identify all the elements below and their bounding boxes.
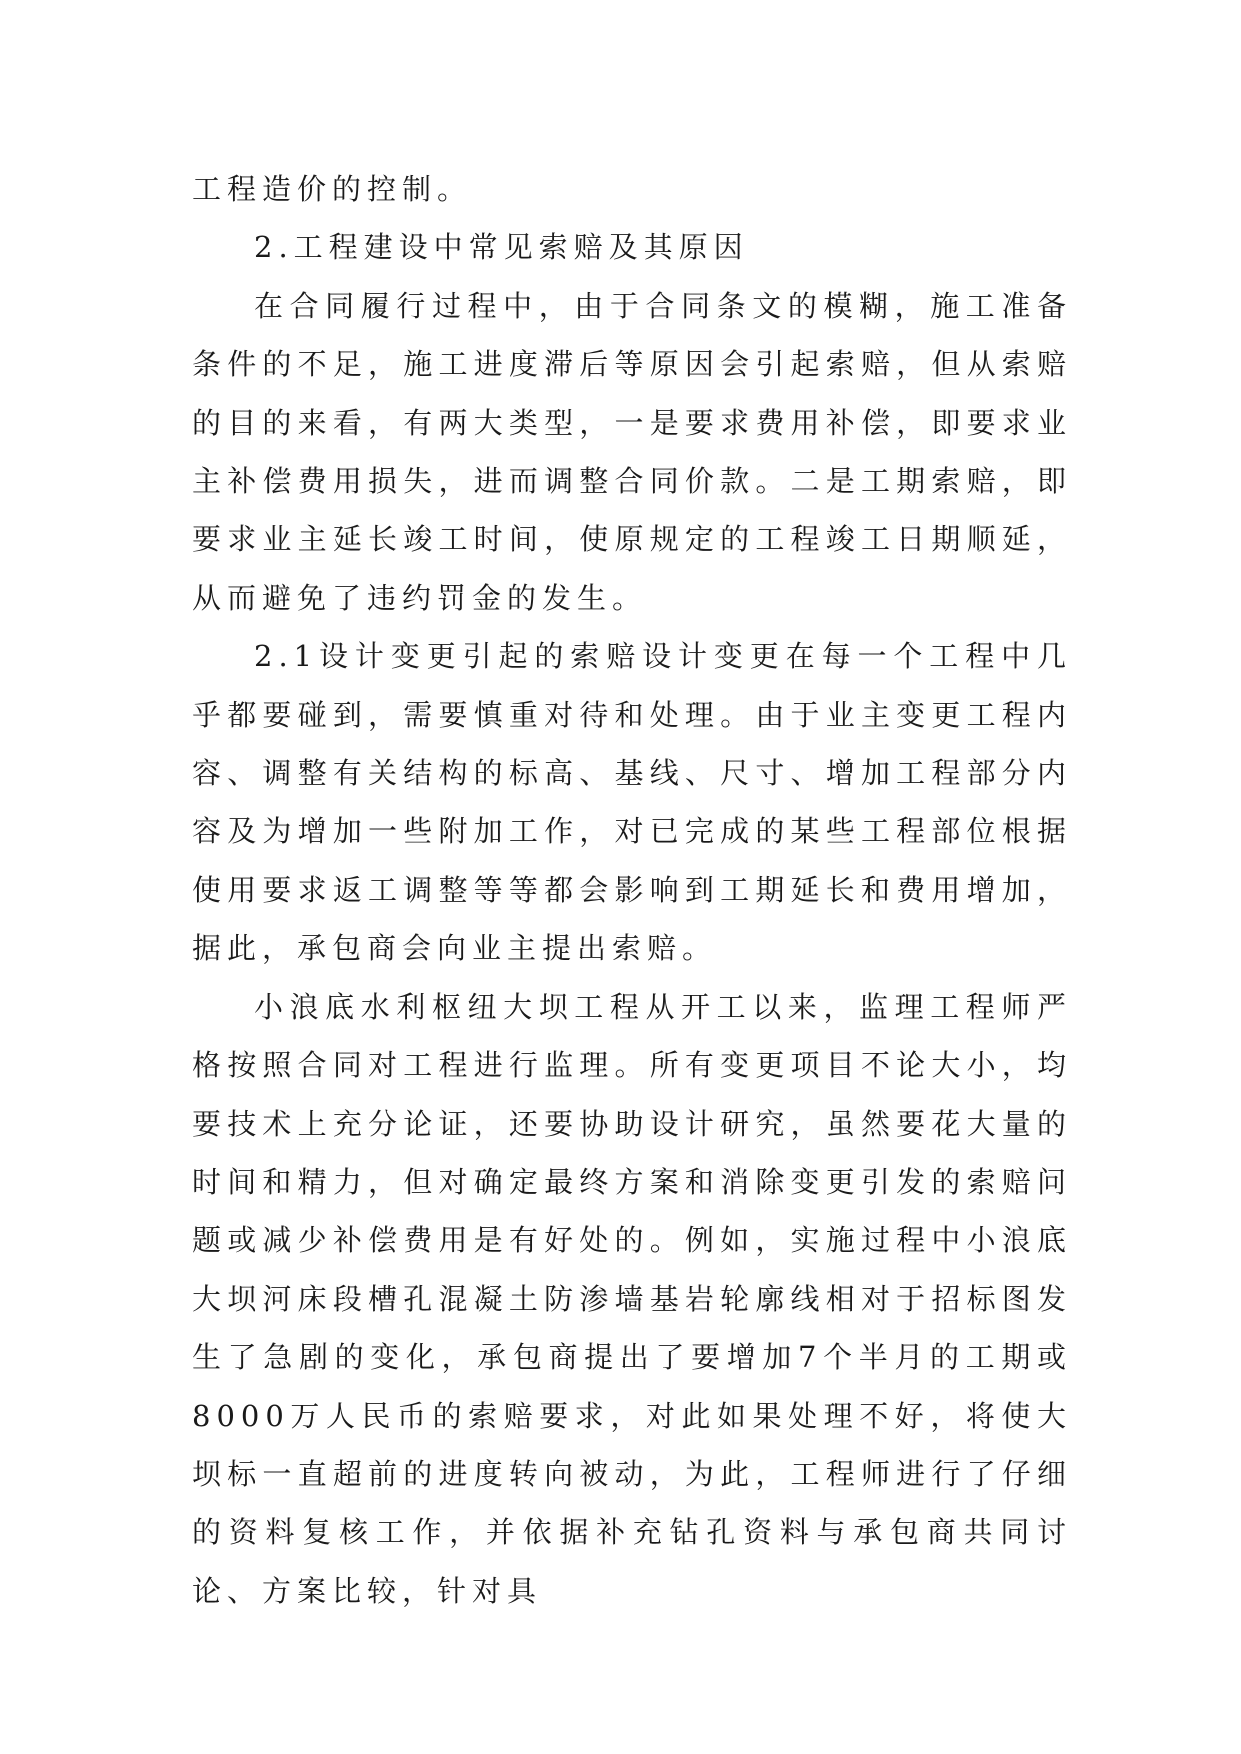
section-heading: 2.工程建设中常见索赔及其原因 bbox=[254, 230, 749, 265]
paragraph-design-change: 2.1设计变更引起的索赔设计变更在每一个工程中几乎都要碰到，需要慎重对待和处理。由于业主变更工程内容、调整有关结构的标高、基线、尺寸、增加工程部分内容及为增加一些附加工作，对已完成的某些工程部位根据使用要求返工调整等等都会影响到工期延长和费用增加，据此，承包商会向业主提出索赔。 bbox=[192, 639, 1072, 966]
document-page bbox=[192, 160, 1072, 1620]
paragraph-xiaolangdi-example: 小浪底水利枢纽大坝工程从开工以来，监理工程师严格按照合同对工程进行监理。所有变更项目不论大小，均要技术上充分论证，还要协助设计研究，虽然要花大量的时间和精力，但对确定最终方案和消除变更引发的索赔问题或减少补偿费用是有好处的。例如，实施过程中小浪底大坝河床段槽孔混凝土防渗墙基岩轮廓线相对于招标图发生了急剧的变化，承包商提出了要增加7个半月的工期或8000万人民币的索赔要求，对此如果处理不好，将使大坝标一直超前的进度转向被动，为此，工程师进行了仔细的资料复核工作，并依据补充钻孔资料与承包商共同讨论、方案比较，针对具 bbox=[192, 989, 1072, 1608]
paragraph-claim-types: 在合同履行过程中，由于合同条文的模糊，施工准备条件的不足，施工进度滞后等原因会引起索赔，但从索赔的目的来看，有两大类型，一是要求费用补偿，即要求业主补偿费用损失，进而调整合同价款。二是工期索赔，即要求业主延长竣工时间，使原规定的工程竣工日期顺延，从而避免了违约罚金的发生。 bbox=[192, 288, 1072, 615]
paragraph-continuation: 工程造价的控制。 bbox=[192, 172, 473, 206]
